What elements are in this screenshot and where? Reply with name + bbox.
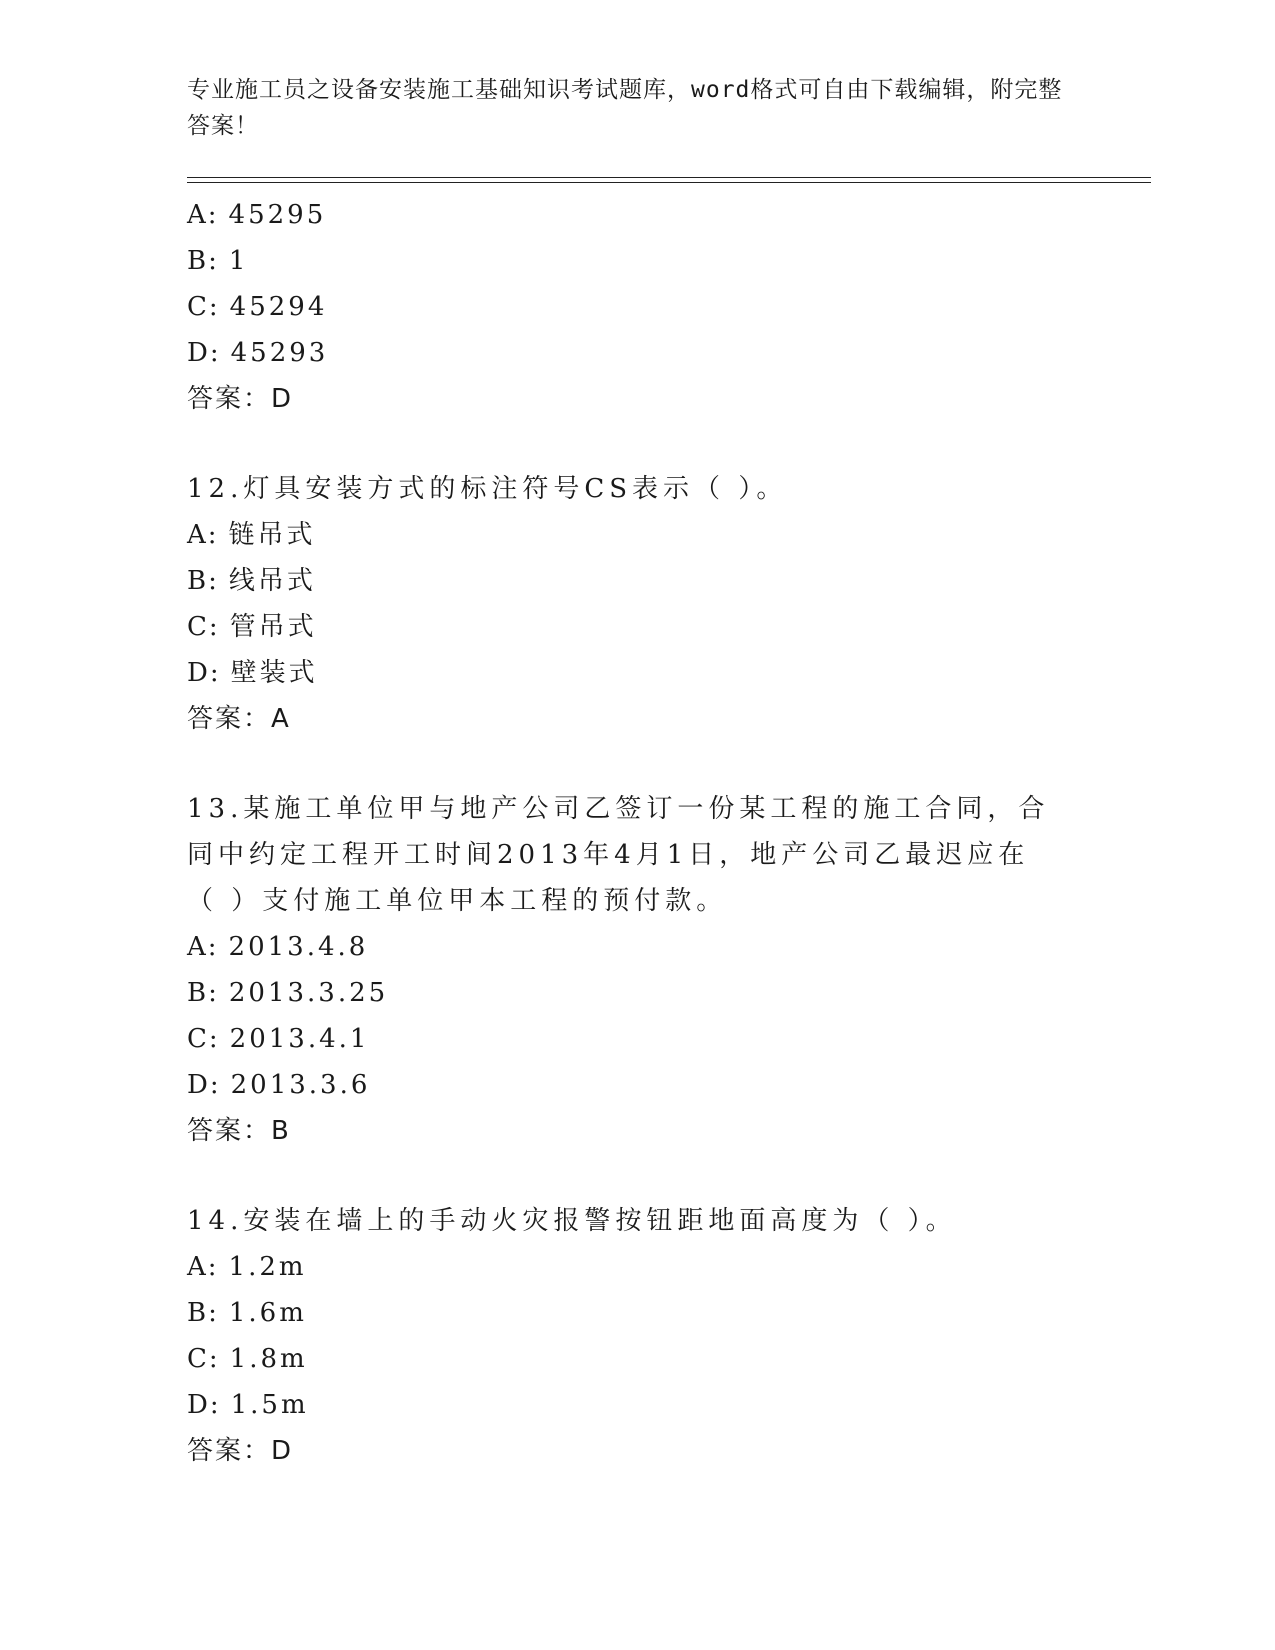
question-content	[187, 192, 1087, 1474]
answer-line: 答案：D	[187, 1436, 294, 1466]
question-block-13	[187, 786, 1087, 1154]
answer-line: 答案：D	[187, 384, 294, 414]
answer-line: 答案：B	[187, 1116, 291, 1146]
question-text: 12.灯具安装方式的标注符号CS表示（ ）。	[187, 474, 788, 504]
header-rule-top	[187, 177, 1151, 178]
question-text: 13.某施工单位甲与地产公司乙签订一份某工程的施工合同，合同中约定工程开工时间2013年4月1日，地产公司乙最迟应在（ ）支付施工单位甲本工程的预付款。	[187, 794, 1050, 916]
option-c: C: 1.8m	[187, 1344, 308, 1374]
option-b: B: 1.6m	[187, 1298, 307, 1328]
option-d: D: 2013.3.6	[187, 1070, 371, 1100]
option-a: A: 45295	[187, 200, 327, 230]
option-a: A: 链吊式	[187, 520, 316, 550]
question-text: 14.安装在墙上的手动火灾报警按钮距地面高度为（ ）。	[187, 1206, 957, 1236]
option-a: A: 2013.4.8	[187, 932, 369, 962]
question-block-14	[187, 1198, 1087, 1474]
option-c: C: 2013.4.1	[187, 1024, 370, 1054]
header-rule-bottom	[187, 182, 1151, 183]
answer-line: 答案：A	[187, 704, 291, 734]
option-d: D: 1.5m	[187, 1390, 309, 1420]
option-d: D: 壁装式	[187, 658, 318, 688]
question-block-partial	[187, 192, 1087, 422]
option-c: C: 管吊式	[187, 612, 317, 642]
option-d: D: 45293	[187, 338, 329, 368]
option-b: B: 线吊式	[187, 566, 316, 596]
option-a: A: 1.2m	[187, 1252, 307, 1282]
document-header: 专业施工员之设备安装施工基础知识考试题库，word格式可自由下载编辑，附完整答案！	[187, 77, 1063, 139]
question-block-12	[187, 466, 1087, 742]
option-b: B: 1	[187, 246, 249, 276]
option-b: B: 2013.3.25	[187, 978, 389, 1008]
option-c: C: 45294	[187, 292, 328, 322]
